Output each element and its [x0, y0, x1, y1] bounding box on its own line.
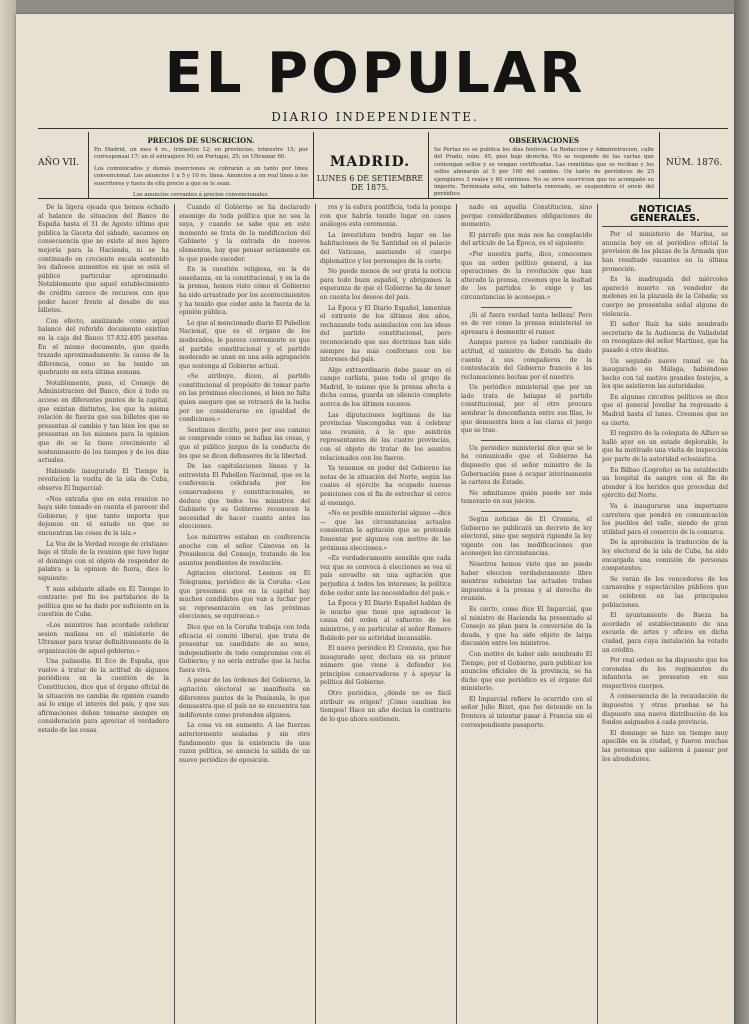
left-page-edge	[0, 0, 16, 1024]
issue-number: NÚM. 1876.	[666, 158, 723, 168]
column-4	[461, 204, 592, 1024]
article-paragraph: «Es verdaderamente sensible que cada vez que se convoca á elecciones se vea el país envuelto en una agitación que perjudica á todos los intereses; la política debe ceder ante las necesidades del país.»	[320, 555, 451, 597]
subscription-heading: PRECIOS DE SUSCRICION.	[147, 136, 255, 145]
article-paragraph: Notablemente, pues, el Consejo de Administracion del Banco, dice á todo su acceso en diferentes puntos de la capital, que existan distintos, los que la misma relación de fuerza que sus billetes que se presentan al cambio y tan bien los que se presentan en los mismos para la opinion que de se la tiene crecimiento al sostenimiento de los tiempos y de los días actuales.	[38, 379, 169, 465]
article-paragraph: Un periódico ministerial dice que se le ha comunicado que el Gobierno ha dispuesto que el señor ministro de la Gobernación pase á ocupar interinamente la cartera de Estado.	[461, 444, 592, 487]
article-paragraph: Nosotros hemos visto que no puede haber eleccion verdaderamente libre mientras subsistan las actuales trabas impuestas á la prensa y al derecho de reunión.	[461, 560, 592, 603]
article-paragraph: nado en aquella Constitucion, sino porque considerábamos obligaciones de momento.	[461, 204, 592, 229]
article-paragraph: Las diputaciones legítimas de las provincias Vascongadas van á celebrar una reunión, á la que asistirán representantes de las cuatro provincias, con el objeto de tratar de los asuntos relacionados con los fueros.	[320, 411, 451, 462]
column-divider	[315, 204, 316, 1024]
newspaper-title: EL POPULAR	[164, 41, 586, 106]
subscription-line: Los comunicados y demás inserciones se cobrarán a un tanto por línea convencional. Los anuncios 1 a 5 y 10 rs. línea. Anuncios a un real línea a los suscritores y fuera de ella precio a que se le sean.	[94, 165, 308, 187]
news-item: El registro de la colegiata de Alfaro se halló ayer en un estado deplorable, lo que ha motivado una visita de inspección por parte de la autoridad eclesiástica.	[602, 430, 728, 464]
article-paragraph: El nuevo periódico El Cronista, que fue inaugurado ayer, declara en su primer número que viene á defender los principios conservadores y á apoyar la política del Gobierno.	[320, 645, 451, 687]
article-paragraph: Habiendo inaugurado El Tiempo la revolucion la vuelta de la isla de Cuba, observa El Imparcial:	[38, 467, 169, 492]
article-paragraph: El párrafo que más nos ha complacido del artículo de La Época, es el siguiente:	[461, 231, 592, 248]
news-item: De la aprobación la traducción de la ley electoral de la isla de Cuba, ha sido encargada una comisión de personas competentes.	[602, 539, 728, 573]
observations-line: Se Portaz no se publica los días festivos. La Redaccion y Administracion, calle del Prado, núm. 45, piso bajo derecha. No se responde de las cartas que contengan sellos y se vengan certificadas. Las remitidas que se reciban y los sellos abonarán al 5 por 100 del cambio. Un tanto de periódicos de 25 ejemplares 3 reales y 80 céntimos. No se sirve suscricion que no acompañe su importe. Terminada esta, sin haberla renovado, se suspenderá el envío del periódico.	[434, 147, 654, 198]
news-item: Es la madrugada del miércoles apareció muerto un vendedor de melones en la plazuela de la Cebada; su cuerpo no presentaba señal alguna de violencia.	[602, 276, 728, 318]
section-rule	[481, 307, 572, 308]
newspaper-subtitle: DIARIO INDEPENDIENTE.	[271, 110, 479, 124]
masthead-top-rule	[38, 128, 728, 129]
article-paragraph: No admitamos quién puede ser más temerario en sus juicios.	[461, 489, 592, 506]
article-paragraph: «Nos extraña que en esta reunion no haya sido tomado en cuenta el parecer del Gobierno, y que tanto importa que dejemos en el estado en que se encuentran las cosas de la isla.»	[38, 495, 169, 537]
article-paragraph: A pesar de las órdenes del Gobierno, la agitación electoral se manifiesta en diferentes puntos de la Península, lo que demuestra que el país no se encuentra tan indiferente como pretenden algunos.	[179, 677, 310, 719]
column-1	[38, 204, 169, 1024]
observations-box	[428, 132, 660, 198]
section-rule	[481, 511, 572, 512]
subscription-line: En Madrid, un mes 4 rs., trimestre 12; en provincias, trimestre 15; por corresponsal 17; en el extranjero 50; en Portugal, 25; en Ultramar 60.	[94, 147, 308, 161]
news-item: El ayuntamiento de Baeza ha acordado el establecimiento de una escuela de artes y oficios en dicha ciudad, para cuya instalación ha votado un crédito.	[602, 612, 728, 654]
city-label: MADRID.	[329, 154, 411, 170]
column-divider	[174, 204, 175, 1024]
article-paragraph: Otro periódico, ¿dónde no es fácil atribuir su origen? ¡Cómo cambian los tiempos! Hace un año decían lo contrario de lo que ahora sostienen.	[320, 690, 451, 723]
section-rule	[481, 440, 572, 441]
article-paragraph: Dice que en la Coruña trabaja con toda eficacia el comité liberal, que trata de presentar un candidato de su seno, independiente de todo compromiso con el Gobierno; y no sería extraño que la lucha fuera viva.	[179, 623, 310, 674]
article-paragraph: «Se atribuye, dicen, al partido constitucional el propósito de tomar parte en las próximas elecciones, si bien no falta quien asegure que se retraerá de la lucha por no considerarse en igualdad de condiciones.»	[179, 373, 310, 424]
masthead-bottom-rule	[38, 198, 728, 199]
article-paragraph: Es cierto, como dice El Imparcial, que el ministro de Hacienda ha presentado al Consejo su plan para la conversión de la deuda, y que ha sido objeto de larga discusión entre los ministros.	[461, 605, 592, 648]
year-label: AÑO VII.	[38, 158, 80, 168]
news-item: En algunas circuitos políticos se dice que el general Jovellar ha regresado á Madrid hasta el lunes. Creemos que no es cierto.	[602, 393, 728, 427]
article-paragraph: El Imparcial refiere lo ocurrido con el señor Julio Bizet, que fue detenido en la frontera al intentar pasar á Francia sin el correspondiente pasaporte.	[461, 695, 592, 729]
article-paragraph: «No es posible ministerial alguno —dice— que las circunstancias actuales consientan la agitación que se pretende fomentar por algunos con motivo de las próximas elecciones.»	[320, 510, 451, 552]
column-5	[602, 204, 728, 1024]
subscription-box	[88, 132, 314, 198]
masthead-info-bar	[38, 132, 728, 198]
article-paragraph: «Los ministros han acordado celebrar sesion mañana en el ministerio de Ultramar para tratar definitivamente de la organización de aquel gobierno.»	[38, 621, 169, 655]
article-paragraph: La investidura tendrá lugar en las habitaciones de Su Santidad en el palacio del Vaticano, asistiendo el cuerpo diplomático y los personajes de la corte.	[320, 231, 451, 265]
article-paragraph: De la ligera ojeada que hemos echado al balance de situacion del Banco de España hasta el 31 de Agosto último que publica la Gaceta del sábado, sacamos en consecuencia que no existe al mes ligero mejoría para la Hacienda, ni se ha continuado en creciente escala sostenido los dañosos aumentos en que se está el público particular aproximado. Notablemente que aquel establecimiento de crédito carece de recursos con que poder hacer frente al desabo de sus billetes.	[38, 204, 169, 315]
article-paragraph: La Época y El Diario Español hablan de lo mucho que tiene que agradecer la causa del orden al esfuerzo de los ministros, y en particular al señor Romero Robledo por su actividad incansable.	[320, 600, 451, 642]
article-paragraph: Ya tenemos en poder del Gobierno las notas de la situación del Norte, según las cuales el ejército ha ocupado nuevas posiciones con el fin de estrechar el cerco al enemigo.	[320, 465, 451, 507]
article-paragraph: Los ministros estaban en conferencia anoche con el señor Cánovas en la Presidencia del Consejo, tratando de los asuntos pendientes de resolución.	[179, 533, 310, 567]
column-3	[320, 204, 451, 1024]
news-item: Un segundo nuevo ramal se ha inaugurado en Málaga, habiéndose hecho con tal motivo grandes festejos, a los que asistieron las autoridades.	[602, 357, 728, 391]
article-paragraph: Sentimos decirlo, pero por ese camino se comprende cómo se hallan las cosas, y que el público juzgue de la conducta de los que se dicen defensores de la libertad.	[179, 426, 310, 460]
article-paragraph: res y la esfera pontificia, toda la pompa con que habría tenido lugar en casos análogos esta ceremonia.	[320, 204, 451, 229]
right-binding-edge	[734, 0, 749, 1024]
article-paragraph: Aunque parece ya haber cambiado de actitud, el ministro de Estado ha dado cuenta á sus compañeros de la contestación del Gobierno francés á las reclamaciones hechas por el nuestro.	[461, 339, 592, 381]
article-paragraph: Agitacion electoral. Leemos en El Telegrama, periódico de la Coruña: «Los que presumen que en la capital hay muchos candidatos que van a luchar por su representación en las próximas elecciones, se equivocan.»	[179, 570, 310, 621]
news-item: En Bilbao (Logroño) se ha establecido un hospital de sangre con el fin de atender á los heridos que procedan del ejército del Norte.	[602, 466, 728, 500]
article-paragraph: Un periódico ministerial que por un lado trata de halagar al partido constitucional, por el otro procura sembrar la desconfianza entre sus filas, lo que demuestra bien a las claras el juego que se trae.	[461, 384, 592, 435]
article-paragraph: No puede menos de ser grata la noticia para todo buen español, y abrigamos la esperanza de que el Gobierno ha de tener en cuenta los deseos del país.	[320, 268, 451, 301]
section-heading-noticias: NOTICIAS GENERALES.	[602, 206, 728, 227]
subscription-line: Los anuncios cervantes á precios convencionales.	[133, 192, 269, 199]
article-paragraph: Según noticias de El Cronista, el Gobierno no publicará un decreto de ley electoral, sino que seguirá rigiendo la ley vigente con las modificaciones que aconsejen las circunstancias.	[461, 516, 592, 558]
column-2	[179, 204, 310, 1024]
news-item: A consecuencia de la recaudación de impuestos y otras pruebas se ha dispuesto una nueva distribución de los fondos asignados á cada provincia.	[602, 693, 728, 727]
article-paragraph: Una palinodia. El Eco de España, que vuelve á tratar de la actitud de algunos periódicos en la cuestión de la Constitucion, dice que el órgano oficial de la situación no cambia de opinión cuando así lo exige el interés del país, y que sus afirmaciones deben tomarse siempre en consideración para apreciar el verdadero estado de las cosas.	[38, 658, 169, 735]
article-paragraph: La Voz de la Verdad recoge de cristiano: bajo el título de la reunion que tuvo lugar el domingo con el objeto de responder de palabra a la opinion de fuera, dice lo siguiente:	[38, 540, 169, 582]
observations-heading: OBSERVACIONES	[508, 136, 580, 145]
news-item: Por real orden se ha dispuesto que los coroneles de los regimientos de infantería se presenten en sus respectivos cuerpos.	[602, 657, 728, 690]
article-columns	[38, 204, 728, 1024]
news-item: El señor Ruíz ha sido nombrado secretario de la Audiencia de Valladolid en reemplazo del señor Martínez, que ha pasado á otro destino.	[602, 321, 728, 354]
article-paragraph: Y más adelante añade en El Tiempo lo contrario: por fin los partidarios de la política que se ha dado por suficiente en la cuestión de Cuba.	[38, 585, 169, 619]
article-paragraph: «Por nuestra parte, dice, conocemos que un orden político general, a las operaciones de la revolución que han alterado la prensa, creemos que la lealtad de los partidos lo exige y las circunstancias lo aconsejan.»	[461, 250, 592, 301]
news-item: Por el ministerio de Marina, se anuncia hoy en el periódico oficial la provision de las plazas de la Armada que han resultado vacantes en la última promoción.	[602, 231, 728, 273]
newspaper-page	[16, 14, 734, 1024]
article-paragraph: ¡Si al fuera verdad tanta belleza! Pero es de ver cómo la prensa ministerial se apresura á desmentir el rumor.	[461, 311, 592, 336]
article-paragraph: En la cuestión religiosa, en la de enseñanza, en la constitucional, y en la de la prensa, hemos visto cómo el Gobierno ha sido arrastrado por los acontecimientos y ha tenido que ceder ante la fuerza de la opinión pública.	[179, 266, 310, 317]
article-paragraph: Cuando el Gobierno se ha declarado enemigo de toda política que no sea la suya, y cuando se sabe que en este momento se trata de la modificacion del Gabinete y la entrada de nuevos elementos, hay que pensar seriamente en lo que puede suceder.	[179, 204, 310, 263]
article-paragraph: La cosa va en aumento. A las fuerzas anteriormente sealadas y sin otro fundamento que la existencia de una razon política, se anuncia la salida de un nuevo periódico de oposición.	[179, 722, 310, 764]
issue-date: LUNES 6 DE SETIEMBRE DE 1875.	[316, 174, 424, 192]
news-item: Va á inaugurarse una importante carretera que pondrá en comunicación los pueblos del valle, siendo de gran utilidad para el comercio de la comarca.	[602, 503, 728, 536]
article-paragraph: Con motivo de haber sido nombrado El Tiempo, por el Gobierno, para publicar los anuncios oficiales de la provincia, se ha dicho que ese periódico es el órgano del ministerio.	[461, 650, 592, 693]
news-item: El domingo se hizo un tiempo muy apacible en la ciudad, y fueron muchas las personas que salieron á pasear por los alrededores.	[602, 729, 728, 763]
column-divider	[456, 204, 457, 1024]
article-paragraph: Con efecto, analizando como aquel balance del referido documento existían en la caja del Banco 57.832.495 pesetas. En el mismo documento, que queda trazado aproximadamente: la causa de la diferencia, como se ha tenido un quebranto en esta última semana.	[38, 317, 169, 377]
news-item: Se verán de los vencedores de los carnavales y espectáculos públicos que se celebren en las principales poblaciones.	[602, 575, 728, 609]
article-paragraph: Algo extraordinario debe pasar en el campo carlista, pues todo el grupo de Madrid, lo mismo que la prensa afecta a dicha causa, guarda un silencio completo acerca de los últimos sucesos.	[320, 366, 451, 409]
article-paragraph: Lo que al mencionado diario El Pabellon Nacional, que es el órgano de los moderados, le parece conveniente es que el partido constitucional y el partido moderado se unan en una sola agrupación que sostenga al Gobierno actual.	[179, 319, 310, 370]
column-divider	[597, 204, 598, 1024]
date-box	[312, 132, 428, 198]
article-paragraph: La Época y El Diario Español, lamentan el extravío de los últimos dos años, rechazando toda asimilación con las ideas del partido constitucional, pero reconociendo que sus doctrinas han sido siempre las más conformes con los intereses del país.	[320, 304, 451, 364]
article-paragraph: De las capitulaciones líneas y la entrevista El Pabellon Nacional, que es la conferencia celebrada por los conservadores y constitucionales, se deduce que todos los ministros del Gabinete y su Gobierno reconocen la necesidad de hacer cuanto antes las elecciones.	[179, 463, 310, 531]
